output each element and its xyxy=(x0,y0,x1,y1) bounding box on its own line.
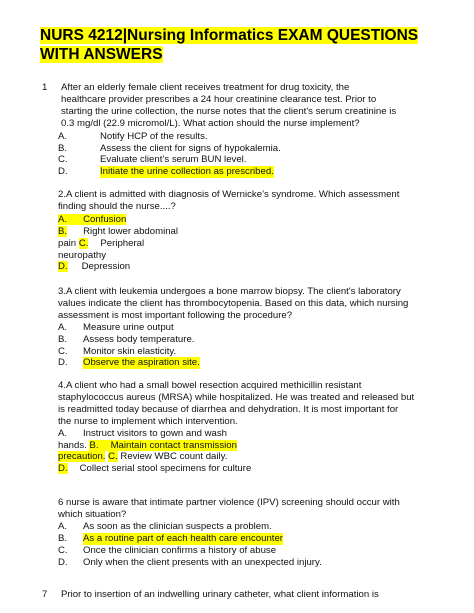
question-4-stem-line: 4.A client who had a small bowel resection acquired methicillin resistant xyxy=(58,380,362,391)
question-7-stem-line: Prior to insertion of an indwelling urinary catheter, what client information is xyxy=(61,589,379,600)
question-3-stem-line: 3.A client with leukemia undergoes a bone marrow biopsy. The client's laboratory xyxy=(58,286,401,297)
question-6-option-b: B. As a routine part of each health care encounter xyxy=(58,532,283,544)
document-title xyxy=(40,26,440,64)
question-3-stem-line: assessment is most important following the procedure? xyxy=(58,309,293,321)
title-line-1: NURS 4212|Nursing Informatics EXAM QUESTIONS xyxy=(40,27,419,44)
question-4-stem-line: is readmitted today because of diarrhea and dehydration. It is most important for xyxy=(58,403,399,415)
highlighted-answer: precaution. xyxy=(58,451,106,463)
question-3-option-d: D. Observe the aspiration site. xyxy=(58,357,200,369)
question-3 xyxy=(58,286,448,369)
question-4-option-a: A. Instruct visitors to gown and wash xyxy=(58,427,227,439)
question-4-option-b: hands. B. Maintain contact transmission xyxy=(58,439,237,451)
question-3-option-b: B. Assess body temperature. xyxy=(58,333,195,345)
highlighted-answer: Confusion xyxy=(67,214,126,225)
question-2-option-c: pain C. Peripheral xyxy=(58,237,145,249)
question-1-stem-line: After an elderly female client receives treatment for drug toxicity, the xyxy=(61,82,350,93)
question-1-stem-line: healthcare provider prescribes a 24 hour creatinine clearance test. Prior to xyxy=(61,93,377,105)
highlighted-answer: Observe the aspiration site. xyxy=(83,357,200,369)
question-6-option-d: D. Only when the client presents with an unexpected injury. xyxy=(58,556,322,568)
question-1-stem-line: starting the urine collection, the nurse notes that the client's serum creatinine is xyxy=(61,105,397,117)
question-6 xyxy=(58,497,448,568)
question-2-option-d: D. Depression xyxy=(58,261,131,273)
question-7 xyxy=(42,589,452,601)
question-1-option-c: C. Evaluate client’s serum BUN level. xyxy=(58,154,247,166)
question-2-option-c-continued: neuropathy xyxy=(58,249,107,261)
question-1-stem-line: 0.3 mg/dl (22.9 micromol/L). What action should the nurse implement? xyxy=(61,117,360,129)
question-2-option-b: B. Right lower abdominal xyxy=(58,225,178,237)
question-2-option-a: A. Confusion xyxy=(58,213,127,225)
highlighted-answer: As a routine part of each health care encounter xyxy=(83,532,283,544)
question-2-stem-line: finding should the nurse....? xyxy=(58,200,176,212)
question-4-option-d: D. Collect serial stool specimens for culture xyxy=(58,463,252,475)
highlighted-answer: Initiate the urine collection as prescribed. xyxy=(100,166,274,178)
question-2 xyxy=(58,189,448,273)
question-1-option-b: B. Assess the client for signs of hypokalemia. xyxy=(58,142,281,154)
question-1-number: 1 xyxy=(42,82,48,93)
question-4-option-c: precaution. C. Review WBC count daily. xyxy=(58,451,228,463)
question-4-stem-line: staphylococcus aureus (MRSA) while hospitalized. He was treated and released but xyxy=(58,391,415,403)
question-6-stem-line: 6 nurse is aware that intimate partner violence (IPV) screening should occur with xyxy=(58,497,400,508)
question-1 xyxy=(42,82,442,178)
question-4 xyxy=(58,380,448,475)
question-3-stem-line: values indicate the client has thrombocytopenia. Based on this data, which nursing xyxy=(58,297,409,309)
question-1-option-a: A. Notify HCP of the results. xyxy=(58,130,208,142)
question-3-option-a: A. Measure urine output xyxy=(58,321,174,333)
question-1-option-d: D. Initiate the urine collection as prescribed. xyxy=(58,166,274,178)
question-3-option-c: C. Monitor skin elasticity. xyxy=(58,345,177,357)
question-6-option-a: A. As soon as the clinician suspects a problem. xyxy=(58,520,272,532)
question-6-stem-line: which situation? xyxy=(58,508,127,520)
question-4-stem-line: the nurse to implement which intervention. xyxy=(58,415,238,427)
highlighted-answer: Maintain contact transmission xyxy=(99,440,237,451)
question-7-number: 7 xyxy=(42,589,48,600)
question-2-stem-line: 2.A client is admitted with diagnosis of Wernicke’s syndrome. Which assessment xyxy=(58,189,400,200)
question-6-option-c: C. Once the clinician confirms a history of abuse xyxy=(58,544,277,556)
title-line-2: WITH ANSWERS xyxy=(40,46,163,63)
